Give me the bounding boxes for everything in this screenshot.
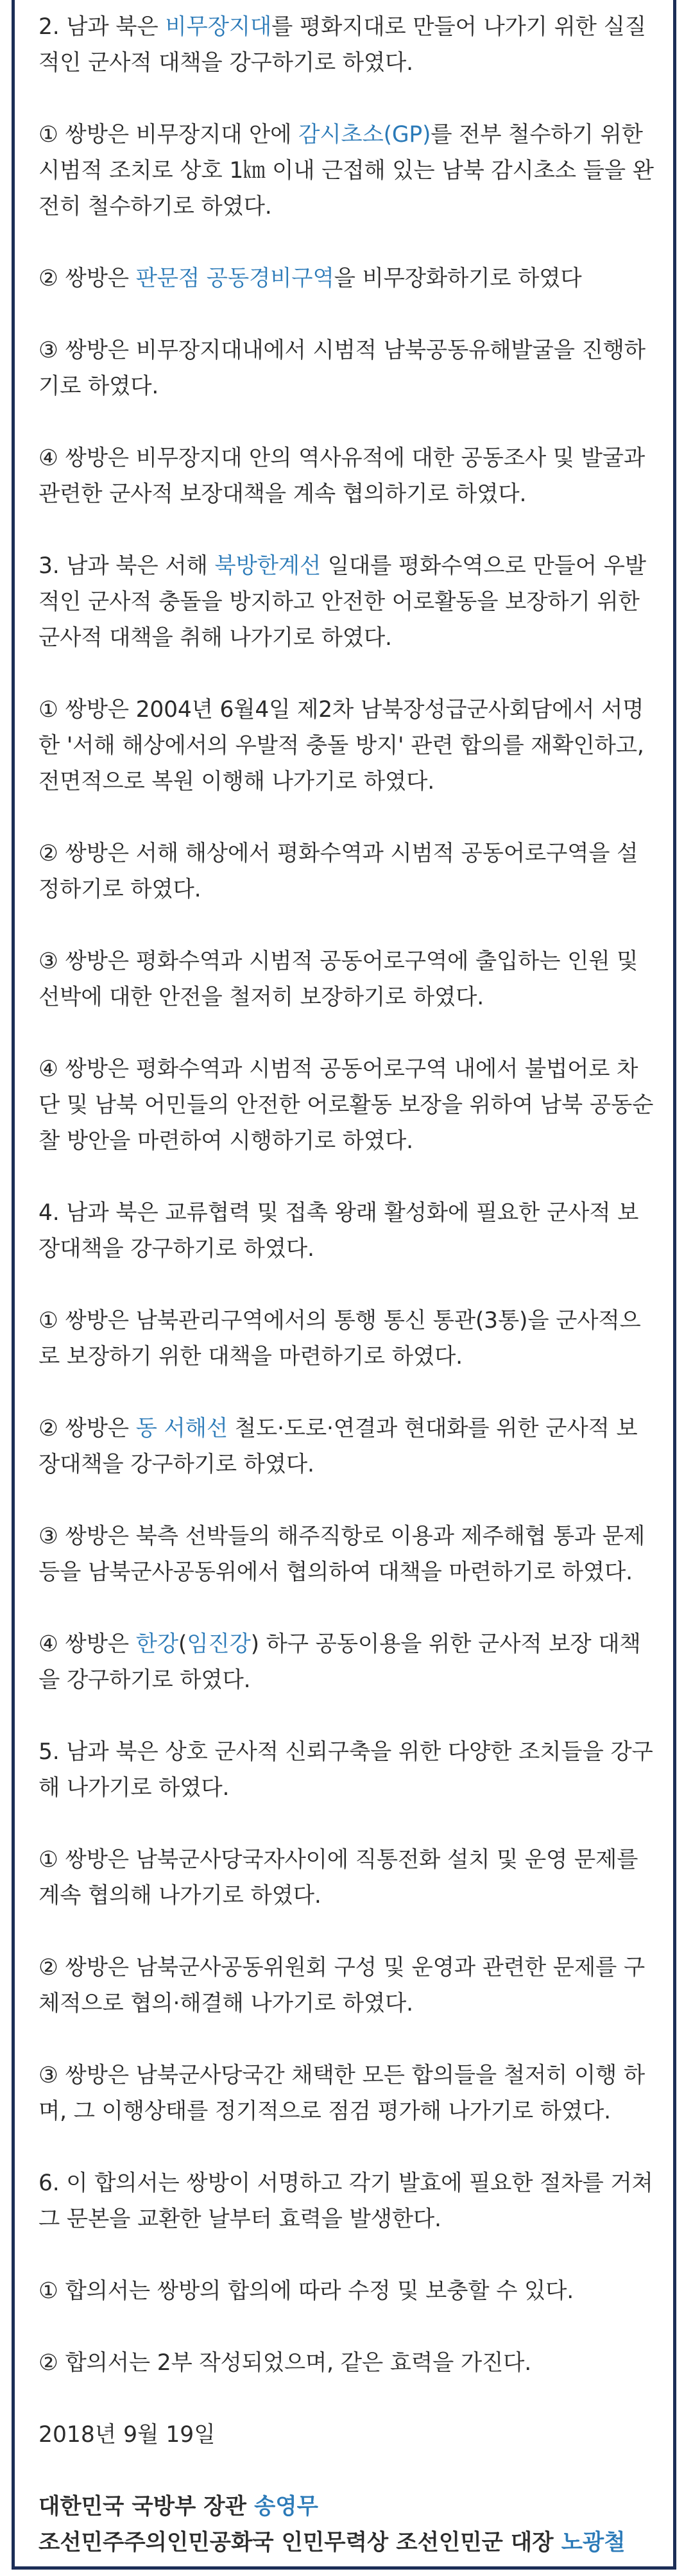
text-run: ① 쌍방은 비무장지대 안에 [38, 122, 299, 148]
paragraph-line [38, 584, 660, 620]
text-run: 를 전부 철수하기 위한 [431, 122, 643, 148]
paragraph-line [38, 1195, 660, 1231]
text-run: ① 쌍방은 2004년 6월4일 제2차 남북장성급군사회담에서 서명 [38, 697, 644, 723]
paragraph-line [38, 548, 660, 584]
text-run: ④ 쌍방은 [38, 1631, 136, 1657]
paragraph [38, 261, 660, 296]
term-link[interactable]: 한강 [135, 1631, 178, 1657]
paragraph-line [38, 1087, 660, 1123]
text-run: 단 및 남북 어민들의 안전한 어로활동 보장을 위하여 남북 공동순 [38, 1092, 654, 1118]
paragraph [38, 943, 660, 1015]
paragraph [38, 1842, 660, 1914]
text-run: 시범적 조치로 상호 1㎞ 이내 근접해 있는 남북 감시초소 들을 완 [38, 158, 654, 184]
signing-date: 2018년 9월 19일 [38, 2422, 216, 2448]
paragraph [38, 9, 660, 81]
paragraph-line [38, 189, 660, 225]
paragraph-line [38, 692, 660, 728]
paragraph [38, 1051, 660, 1159]
text-run: ) 하구 공동이용을 위한 군사적 보장 대책 [250, 1631, 641, 1657]
text-run: 정하기로 하였다. [38, 877, 201, 902]
signature-north [38, 2525, 660, 2561]
paragraph [38, 2345, 660, 2381]
paragraph-line [38, 1339, 660, 1375]
text-run: 3. 남과 북은 서해 [38, 553, 215, 579]
text-run: 2. 남과 북은 [38, 14, 166, 40]
paragraph-line [38, 1051, 660, 1087]
text-run: 선박에 대한 안전을 철저히 보장하기로 하였다. [38, 984, 484, 1010]
text-run: 관련한 군사적 보장대책을 계속 협의하기로 하였다. [38, 481, 527, 507]
text-run: ③ 쌍방은 남북군사당국간 채택한 모든 합의들을 철저히 이행 하 [38, 2063, 646, 2088]
signature-south [38, 2489, 660, 2525]
text-run: 일대를 평화수역으로 만들어 우발 [321, 553, 646, 579]
text-run: ③ 쌍방은 비무장지대내에서 시범적 남북공동유해발굴을 진행하 [38, 338, 646, 363]
paragraph [38, 836, 660, 907]
paragraph-line [38, 2165, 660, 2201]
text-run: 을 비무장화하기로 하였다 [334, 266, 582, 291]
paragraph-line [38, 1123, 660, 1159]
text-run: 장대책을 강구하기로 하였다. [38, 1452, 314, 1477]
agreement-body [38, 9, 660, 2561]
text-run: 며, 그 이행상태를 정기적으로 점검 평가해 나가기로 하였다. [38, 2099, 611, 2124]
signature-south-name-link[interactable]: 송영무 [253, 2494, 318, 2520]
paragraph [38, 1518, 660, 1590]
paragraph [38, 117, 660, 225]
text-run: 적인 군사적 대책을 강구하기로 하였다. [38, 50, 413, 76]
paragraph [38, 548, 660, 656]
paragraph-line [38, 1231, 660, 1267]
text-run: ③ 쌍방은 북측 선박들의 해주직항로 이용과 제주해협 통과 문제 [38, 1524, 646, 1549]
text-run: ④ 쌍방은 평화수역과 시범적 공동어로구역 내에서 불법어로 차 [38, 1056, 638, 1082]
term-link[interactable]: 판문점 공동경비구역 [135, 266, 334, 291]
term-link[interactable]: 비무장지대 [165, 14, 271, 40]
paragraph-line [38, 1950, 660, 1986]
text-run: 해 나가기로 하였다. [38, 1775, 230, 1801]
text-run: 그 문본을 교환한 날부터 효력을 발생한다. [38, 2206, 441, 2232]
text-run: ③ 쌍방은 평화수역과 시범적 공동어로구역에 출입하는 인원 및 [38, 949, 638, 974]
signature-north-title: 조선민주주의인민공화국 인민무력상 조선인민군 대장 [38, 2530, 561, 2555]
paragraph [38, 692, 660, 800]
paragraph-list [38, 9, 660, 2381]
term-link[interactable]: 임진강 [187, 1631, 251, 1657]
text-run: 기로 하였다. [38, 374, 159, 399]
text-run: 체적으로 협의·해결해 나가기로 하였다. [38, 1991, 413, 2016]
text-run: 로 보장하기 위한 대책을 마련하기로 하였다. [38, 1344, 463, 1370]
paragraph-line [38, 1303, 660, 1339]
text-run: ② 쌍방은 [38, 1416, 136, 1441]
paragraph [38, 2273, 660, 2309]
paragraph [38, 1734, 660, 1806]
text-run: ( [178, 1631, 187, 1657]
signature-north-name-link[interactable]: 노광철 [561, 2530, 626, 2555]
paragraph-line [38, 1734, 660, 1770]
paragraph-line [38, 476, 660, 512]
paragraph-line [38, 1518, 660, 1554]
paragraph [38, 332, 660, 404]
paragraph-line [38, 2345, 660, 2381]
text-run: 등을 남북군사공동위에서 협의하여 대책을 마련하기로 하였다. [38, 1559, 633, 1585]
paragraph-line [38, 979, 660, 1015]
paragraph-line [38, 1878, 660, 1914]
paragraph-line [38, 45, 660, 81]
text-run: ② 쌍방은 서해 해상에서 평화수역과 시범적 공동어로구역을 설 [38, 841, 638, 866]
paragraph [38, 1303, 660, 1375]
text-run: 전면적으로 복원 이행해 나가기로 하였다. [38, 769, 434, 794]
paragraph-line [38, 368, 660, 404]
text-run: 적인 군사적 충돌을 방지하고 안전한 어로활동을 보장하기 위한 [38, 589, 640, 615]
paragraph-line [38, 1770, 660, 1806]
paragraph-line [38, 153, 660, 189]
paragraph-line [38, 2093, 660, 2129]
text-run: 전히 철수하기로 하였다. [38, 194, 272, 219]
text-run: ② 쌍방은 남북군사공동위원회 구성 및 운영과 관련한 문제를 구 [38, 1955, 646, 1980]
paragraph-line [38, 1447, 660, 1482]
paragraph-line [38, 261, 660, 296]
paragraph-line [38, 872, 660, 907]
paragraph [38, 1950, 660, 2022]
text-run: 5. 남과 북은 상호 군사적 신뢰구축을 위한 다양한 조치들을 강구 [38, 1739, 653, 1765]
text-run: 계속 협의해 나가기로 하였다. [38, 1883, 321, 1909]
paragraph [38, 1195, 660, 1267]
paragraph-line [38, 1554, 660, 1590]
paragraph-line [38, 1411, 660, 1447]
text-run: ① 쌍방은 남북군사당국자사이에 직통전화 설치 및 운영 문제를 [38, 1847, 638, 1873]
paragraph-line [38, 620, 660, 656]
text-run: 을 강구하기로 하였다. [38, 1667, 251, 1693]
paragraph-line [38, 2201, 660, 2237]
text-run: ① 쌍방은 남북관리구역에서의 통행 통신 통관(3통)을 군사적으 [38, 1308, 641, 1334]
signature-south-title: 대한민국 국방부 장관 [38, 2494, 254, 2520]
paragraph-line [38, 1986, 660, 2022]
text-run: 4. 남과 북은 교류협력 및 접촉 왕래 활성화에 필요한 군사적 보 [38, 1200, 639, 1226]
paragraph-line [38, 836, 660, 872]
text-run: ④ 쌍방은 비무장지대 안의 역사유적에 대한 공동조사 및 발굴과 [38, 445, 646, 471]
paragraph-line [38, 332, 660, 368]
paragraph [38, 2057, 660, 2129]
paragraph-line [38, 1842, 660, 1878]
text-run: 6. 이 합의서는 쌍방이 서명하고 각기 발효에 필요한 절차를 거쳐 [38, 2170, 653, 2196]
text-run: ② 합의서는 2부 작성되었으며, 같은 효력을 가진다. [38, 2350, 532, 2376]
text-run: ① 합의서는 쌍방의 합의에 따라 수정 및 보충할 수 있다. [38, 2278, 574, 2304]
term-link[interactable]: 동 서해선 [135, 1416, 228, 1441]
text-run: 를 평화지대로 만들어 나가기 위한 실질 [271, 14, 646, 40]
paragraph-line [38, 117, 660, 153]
paragraph [38, 440, 660, 512]
paragraph-line [38, 1662, 660, 1698]
text-run: ② 쌍방은 [38, 266, 136, 291]
paragraph [38, 1411, 660, 1482]
term-link[interactable]: 감시초소(GP) [298, 122, 431, 148]
text-run: 철도·도로·연결과 현대화를 위한 군사적 보 [227, 1416, 638, 1441]
paragraph-line [38, 2273, 660, 2309]
paragraph [38, 2165, 660, 2237]
paragraph-line [38, 764, 660, 800]
text-run: 찰 방안을 마련하여 시행하기로 하였다. [38, 1128, 413, 1154]
text-run: 군사적 대책을 취해 나가기로 하였다. [38, 625, 392, 651]
text-run: 한 '서해 해상에서의 우발적 충돌 방지' 관련 합의를 재확인하고, [38, 733, 644, 759]
paragraph-line [38, 728, 660, 764]
paragraph-line [38, 440, 660, 476]
text-run: 장대책을 강구하기로 하였다. [38, 1236, 314, 1262]
paragraph-line [38, 1626, 660, 1662]
term-link[interactable]: 북방한계선 [214, 553, 321, 579]
paragraph [38, 1626, 660, 1698]
paragraph-line [38, 943, 660, 979]
paragraph-line [38, 9, 660, 45]
paragraph-line [38, 2057, 660, 2093]
